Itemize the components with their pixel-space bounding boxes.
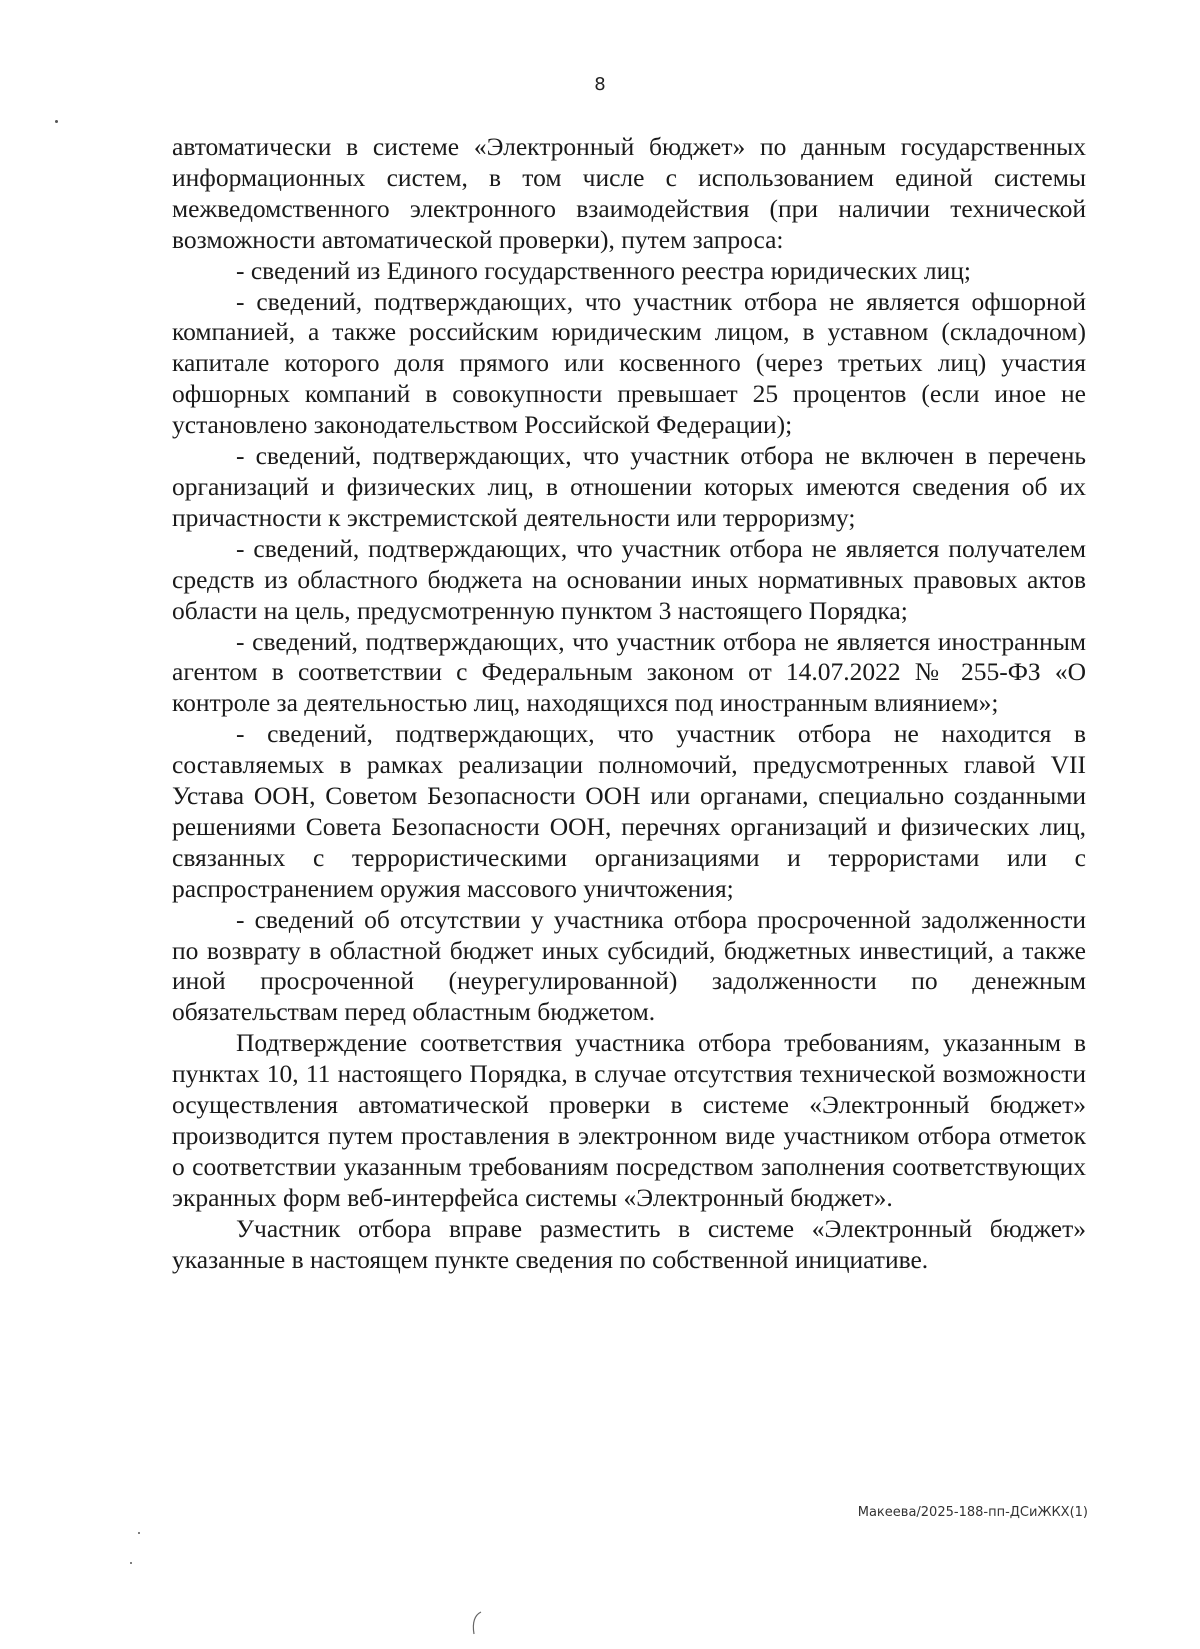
document-registration-code: Макеева/2025-188-пп-ДСиЖКХ(1) <box>857 1505 1088 1520</box>
scan-speck <box>55 120 58 123</box>
list-item-egrul: - сведений из Единого государственного реестра юридических лиц; <box>236 255 972 285</box>
paragraph-confirmation: Подтверждение соответствия участника отбора требованиям, указанным в пунктах 10, 11 настоящего Порядка, в случае отсутствия технической возможности осуществления автоматической проверки в системе «Электронный бюджет» производится путем проставления в электронном виде участником отбора отметок о соответствии указанным требованиям посредством заполнения соответствующих экранных форм веб-интерфейса системы «Электронный бюджет». <box>172 1028 1086 1212</box>
list-item-un-sanctions: - сведений, подтверждающих, что участник отбора не находится в составляемых в рамках реализации полномочий, предусмотренных главой VII Устава ООН, Советом Безопасности ООН или органами, специально созданными решениями Совета Безопасности ООН, перечнях организаций и физических лиц, связанных с террористическими организациями и террористами или с распространением оружия массового уничтожения; <box>172 719 1086 903</box>
list-item-offshore: - сведений, подтверждающих, что участник отбора не является офшорной компанией, а также российским юридическим лицом, в уставном (складочном) капитале которого доля прямого или косвенного (через третьих лиц) участия офшорных компаний в совокупности превышает 25 процентов (если иное не установлено законодательством Российской Федерации); <box>172 286 1086 440</box>
scan-speck <box>138 1532 140 1534</box>
paragraph-continuation: автоматически в системе «Электронный бюджет» по данным государственных информационных систем, в том числе с использованием единой системы межведомственного электронного взаимодействия (при наличии технической возможности автоматической проверки), путем запроса: <box>172 132 1086 254</box>
list-item-foreign-agent: - сведений, подтверждающих, что участник отбора не является иностранным агентом в соответствии с Федеральным законом от 14.07.2022 № 255-ФЗ «О контроле за деятельностью лиц, находящихся под иностранным влиянием»; <box>172 626 1086 718</box>
scan-speck <box>130 1562 132 1564</box>
scan-stroke-mark <box>470 1610 484 1636</box>
paragraph-initiative: Участник отбора вправе разместить в системе «Электронный бюджет» указанные в настоящем пункте сведения по собственной инициативе. <box>172 1213 1086 1274</box>
list-item-extremism: - сведений, подтверждающих, что участник отбора не включен в перечень организаций и физических лиц, в отношении которых имеются сведения об их причастности к экстремистской деятельности или терроризму; <box>172 441 1086 532</box>
list-item-debt: - сведений об отсутствии у участника отбора просроченной задолженности по возврату в областной бюджет иных субсидий, бюджетных инвестиций, а также иной просроченной (неурегулированной) задолженности по денежным обязательствам перед областным бюджетом. <box>172 904 1086 1027</box>
list-item-other-funding: - сведений, подтверждающих, что участник отбора не является получателем средств из областного бюджета на основании иных нормативных правовых актов области на цель, предусмотренную пунктом 3 настоящего Порядка; <box>172 533 1086 625</box>
page-number: 8 <box>594 74 606 95</box>
document-body <box>172 132 1086 1276</box>
